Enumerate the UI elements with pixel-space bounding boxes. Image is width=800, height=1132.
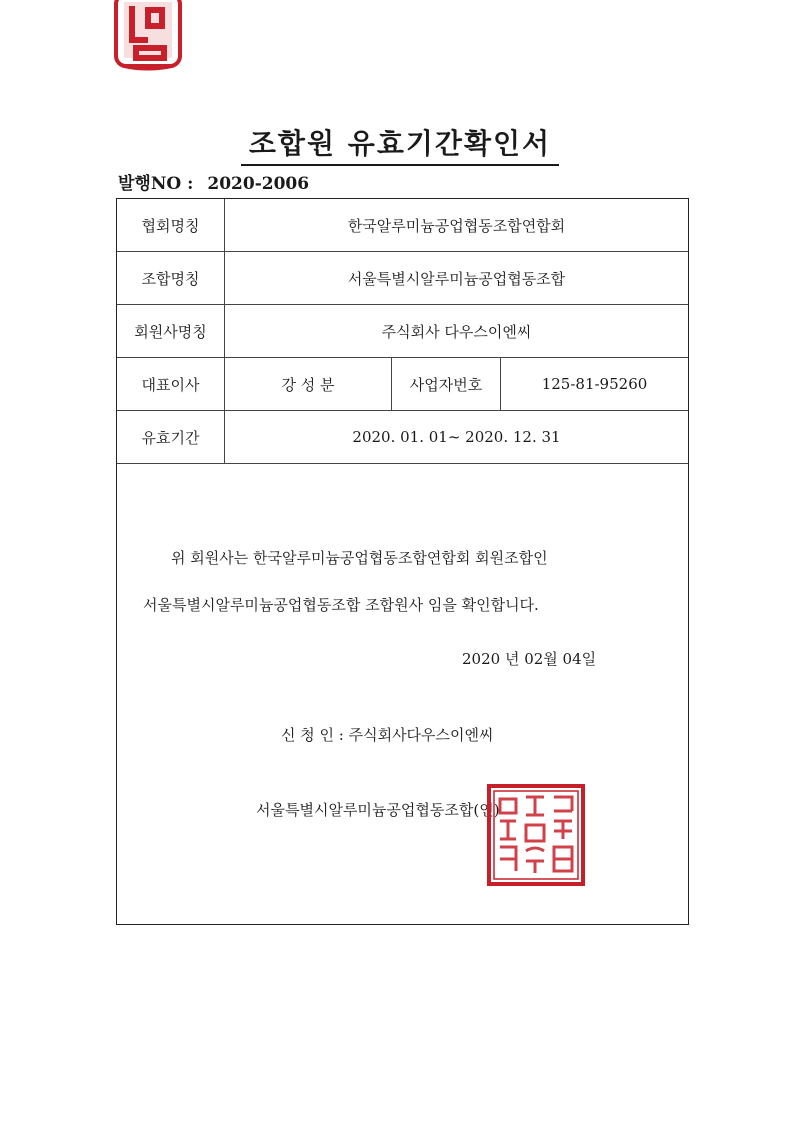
member-label: 회원사명칭 (117, 305, 225, 358)
issue-number-label: 발행NO : (118, 174, 194, 194)
bizno-label: 사업자번호 (392, 358, 501, 411)
period-label: 유효기간 (117, 411, 225, 464)
table-row (117, 305, 688, 358)
registration-stamp-icon (112, 0, 184, 72)
bizno-value: 125-81-95260 (501, 358, 689, 411)
ceo-label: 대표이사 (117, 358, 225, 411)
table-row (117, 252, 688, 305)
issuer-line (256, 799, 500, 820)
issue-date: 2020 년 02월 04일 (462, 650, 597, 668)
statement-line-1: 위 회원사는 한국알루미늄공업협동조합연합회 회원조합인 (171, 549, 548, 567)
issue-number-value: 2020-2006 (207, 174, 310, 194)
table-row (117, 411, 688, 464)
seal-suffix: (인) (473, 801, 500, 819)
applicant-line: 신 청 인 : 주식회사다우스이엔씨 (281, 726, 494, 744)
association-value: 한국알루미늄공업협동조합연합회 (225, 199, 689, 252)
info-table (117, 199, 688, 464)
union-value: 서울특별시알루미늄공업협동조합 (225, 252, 689, 305)
association-label: 협회명칭 (117, 199, 225, 252)
issuer-name: 서울특별시알루미늄공업협동조합 (256, 801, 474, 819)
statement-line-2: 서울특별시알루미늄공업협동조합 조합원사 임을 확인합니다. (143, 596, 539, 614)
period-value: 2020. 01. 01~ 2020. 12. 31 (225, 411, 689, 464)
member-value: 주식회사 다우스이엔씨 (225, 305, 689, 358)
union-label: 조합명칭 (117, 252, 225, 305)
ceo-value: 강 성 분 (225, 358, 392, 411)
issue-number (118, 169, 309, 194)
document-title: 조합원 유효기간확인서 (0, 122, 800, 166)
table-row (117, 358, 688, 411)
official-seal-icon (486, 783, 586, 887)
table-row (117, 199, 688, 252)
